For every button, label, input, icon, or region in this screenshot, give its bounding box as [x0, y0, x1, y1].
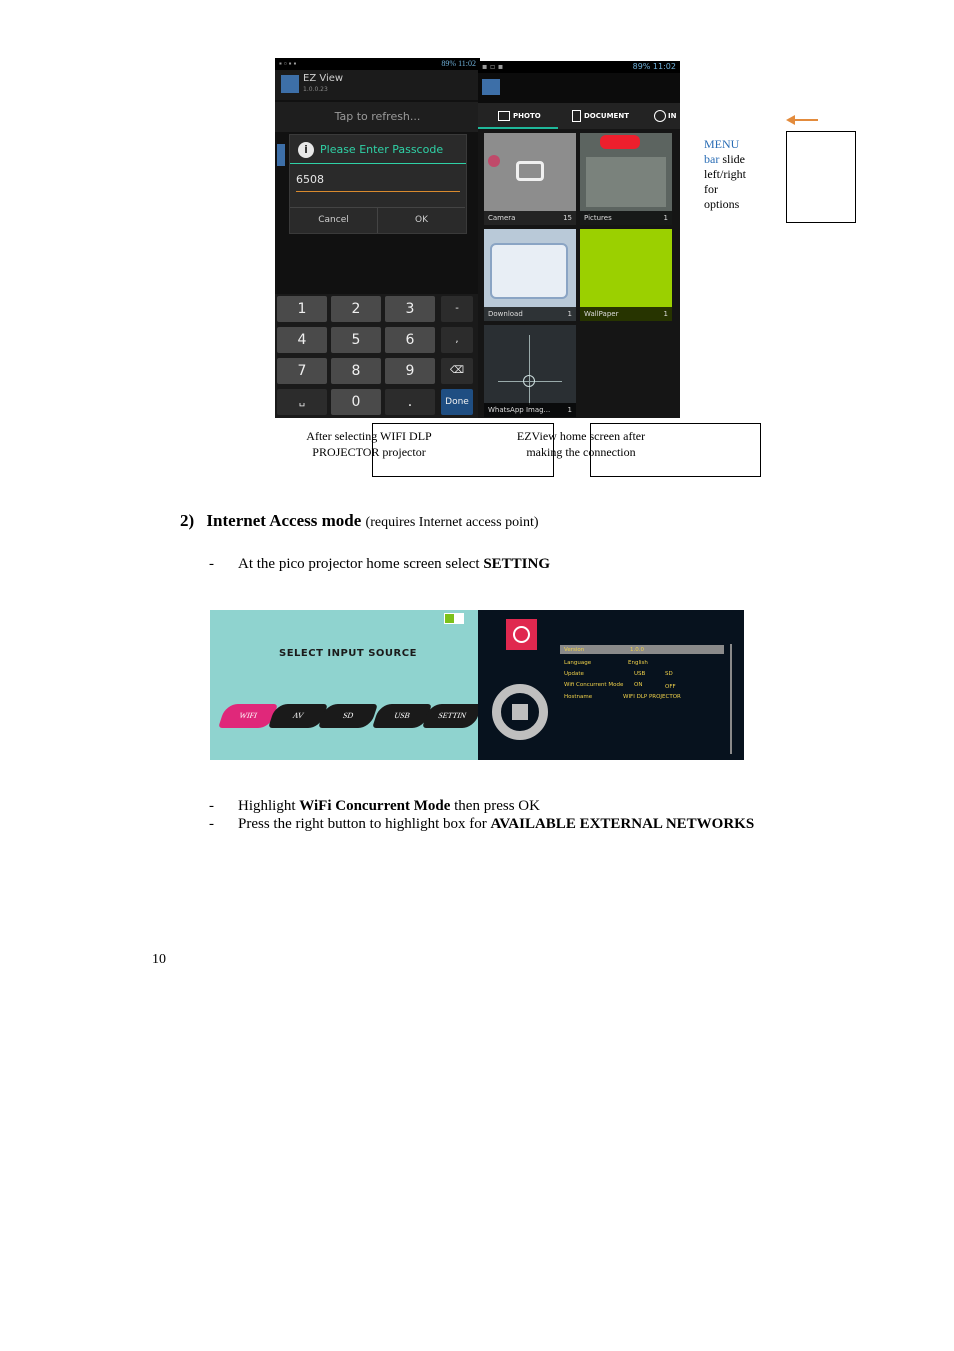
section-number: 2) [180, 511, 195, 530]
bullet-dash: - [209, 556, 214, 572]
folder-caption [484, 403, 576, 417]
folder-count: 15 [563, 214, 572, 222]
status-battery-time: 89% 11:02 [632, 62, 676, 71]
note-menu-word: MENU [704, 137, 740, 151]
caption-right-line2: making the connection [526, 445, 636, 459]
page-number: 10 [152, 952, 166, 967]
caption-right-line1: EZView home screen after [516, 429, 646, 443]
bullet-press-right [209, 816, 755, 833]
source-setting-button[interactable]: SETTIN [422, 704, 478, 728]
caption-left-line1: After selecting WIFI DLP [306, 429, 432, 443]
tab-photo-label: PHOTO [513, 112, 541, 120]
folder-tile-whatsapp[interactable] [484, 325, 576, 417]
menu-bar-note [704, 137, 764, 212]
folder-caption [484, 307, 576, 321]
folder-caption [580, 307, 672, 321]
notification-icons: ▪ ▫ ▪ [482, 62, 504, 71]
notification-icons: ▪ ▫ ▪ ▪ [279, 59, 297, 68]
tab-internet-label: IN [668, 112, 677, 120]
dialog-divider [290, 163, 466, 164]
row-value: English [628, 660, 648, 666]
backspace-key-icon[interactable]: ⌫ [441, 358, 473, 384]
select-input-source-title: SELECT INPUT SOURCE [279, 648, 417, 659]
note-bar-word: bar [704, 152, 720, 166]
status-battery-time: 89% 11:02 [441, 59, 476, 68]
source-wifi-button[interactable]: WIFI [218, 704, 278, 728]
folder-name: WhatsApp Imag... [488, 406, 551, 414]
row-value: ON [634, 682, 643, 688]
note-line-4: for [704, 182, 718, 196]
app-logo-icon [281, 75, 299, 93]
menu-tab-bar [478, 103, 680, 129]
photo-icon [498, 111, 510, 121]
row-value: WIFI DLP PROJECTOR [623, 694, 681, 700]
folder-count: 1 [567, 406, 572, 414]
bullet-text: At the pico projector home screen select [238, 556, 484, 572]
bullet-bold: AVAILABLE EXTERNAL NETWORKS [490, 816, 755, 832]
settings-gear-icon [506, 619, 537, 650]
ok-button[interactable]: OK [378, 207, 465, 233]
app-bar [275, 70, 480, 100]
bullet-select-setting [209, 556, 551, 573]
folder-name: WallPaper [584, 310, 619, 318]
key-dash[interactable]: - [441, 296, 473, 322]
dialog-title: Please Enter Passcode [320, 143, 444, 156]
picture-thumbnail [586, 157, 666, 207]
folder-caption [580, 211, 672, 225]
key-8[interactable]: 8 [331, 358, 381, 384]
projector-input-source-screen [210, 610, 478, 760]
folder-count: 1 [663, 214, 668, 222]
app-logo-icon [482, 79, 500, 95]
settings-icon [488, 155, 500, 167]
battery-icon [444, 613, 464, 624]
key-7[interactable]: 7 [277, 358, 327, 384]
folder-count: 1 [663, 310, 668, 318]
done-key[interactable]: Done [441, 389, 473, 415]
empty-callout-box [786, 131, 856, 223]
folder-name: Download [488, 310, 523, 318]
info-icon: i [298, 142, 314, 158]
row-label: Update [564, 671, 584, 677]
camera-icon [516, 161, 544, 181]
scrollbar[interactable] [730, 644, 732, 754]
status-bar [478, 61, 680, 73]
key-9[interactable]: 9 [385, 358, 435, 384]
row-value: USB [634, 671, 646, 677]
source-sd-button[interactable]: SD [318, 704, 378, 728]
row-label: Version [564, 647, 585, 653]
row-label: Hostname [564, 694, 593, 700]
bullet-dash: - [209, 798, 214, 814]
gear-ring [513, 626, 530, 643]
status-bar [275, 58, 480, 70]
folder-name: Camera [488, 214, 516, 222]
phone-screenshot-passcode [275, 58, 480, 418]
bullet-dash: - [209, 816, 214, 832]
bullet-highlight-wifi [209, 798, 540, 815]
space-key[interactable]: ␣ [277, 389, 327, 415]
bullet-text-suffix: then press OK [450, 798, 540, 814]
setting-row-language[interactable] [564, 660, 648, 666]
left-arrow-icon [786, 113, 820, 125]
left-arrow-svg [786, 114, 820, 126]
key-4[interactable]: 4 [277, 327, 327, 353]
section-note: (requires Internet access point) [365, 515, 539, 530]
setting-row-version[interactable] [564, 647, 644, 653]
phone-screenshot-ezview-home [478, 61, 680, 418]
folder-tile-pictures[interactable] [580, 133, 672, 225]
bullet-bold: WiFi Concurrent Mode [299, 798, 451, 814]
document-icon [572, 110, 581, 122]
setting-row-wifi-concurrent[interactable] [564, 682, 676, 690]
gear-center [512, 704, 528, 720]
setting-row-hostname[interactable] [564, 694, 681, 700]
passcode-dialog [289, 134, 467, 234]
section-heading [180, 511, 539, 531]
app-name: EZ View [303, 73, 344, 84]
note-slide-word: slide [719, 152, 745, 166]
key-6[interactable]: 6 [385, 327, 435, 353]
download-thumbnail [490, 243, 568, 299]
app-bar [478, 73, 680, 103]
folder-tile-download[interactable] [484, 229, 576, 321]
source-usb-button[interactable]: USB [372, 704, 432, 728]
key-3[interactable]: 3 [385, 296, 435, 322]
cancel-button[interactable]: Cancel [290, 207, 378, 233]
key-1[interactable]: 1 [277, 296, 327, 322]
bullet-text: Highlight [238, 798, 300, 814]
key-0[interactable]: 0 [331, 389, 381, 415]
key-comma[interactable]: , [441, 327, 473, 353]
active-tab-indicator [478, 127, 558, 129]
folder-count: 1 [567, 310, 572, 318]
row-label: Wifi Concurrent Mode [564, 682, 624, 688]
tab-photo[interactable] [498, 103, 541, 129]
globe-icon [654, 110, 666, 122]
folder-name: Pictures [584, 214, 612, 222]
list-item-thumb-icon [277, 144, 285, 166]
caption-right-box [590, 423, 761, 477]
refresh-bar[interactable]: Tap to refresh... [275, 102, 480, 132]
passcode-field[interactable]: 6508 [296, 173, 460, 192]
red-redaction-mark [600, 135, 640, 149]
tab-internet[interactable] [654, 103, 676, 129]
key-5[interactable]: 5 [331, 327, 381, 353]
note-line-5: options [704, 197, 740, 211]
note-line-3: left/right [704, 167, 746, 181]
ok-circle-icon [523, 375, 535, 387]
battery-fill [445, 614, 454, 623]
remote-graphic-vline [529, 335, 530, 405]
key-2[interactable]: 2 [331, 296, 381, 322]
folder-caption [484, 211, 576, 225]
large-gear-icon [492, 684, 548, 740]
bullet-bold: SETTING [483, 556, 551, 572]
setting-row-update[interactable] [564, 671, 673, 677]
tab-document-label: DOCUMENT [584, 112, 629, 120]
projector-settings-screen [478, 610, 744, 760]
caption-left-line2: PROJECTOR projector [312, 445, 426, 459]
row-value: 1.0.0 [630, 647, 644, 653]
app-version: 1.0.0.23 [303, 86, 328, 93]
source-av-button[interactable]: AV [268, 704, 328, 728]
key-period[interactable]: . [385, 389, 435, 415]
bullet-text: Press the right button to highlight box for [238, 816, 491, 832]
row-label: Language [564, 660, 592, 666]
section-title: Internet Access mode [206, 511, 362, 530]
folder-tile-wallpaper[interactable] [580, 229, 672, 321]
tab-document[interactable] [572, 103, 629, 129]
note-line-2 [704, 152, 764, 167]
folder-tile-camera[interactable] [484, 133, 576, 225]
row-value-2: SD [665, 671, 673, 677]
numeric-keypad [275, 294, 480, 418]
row-value-2: OFF [665, 684, 676, 690]
